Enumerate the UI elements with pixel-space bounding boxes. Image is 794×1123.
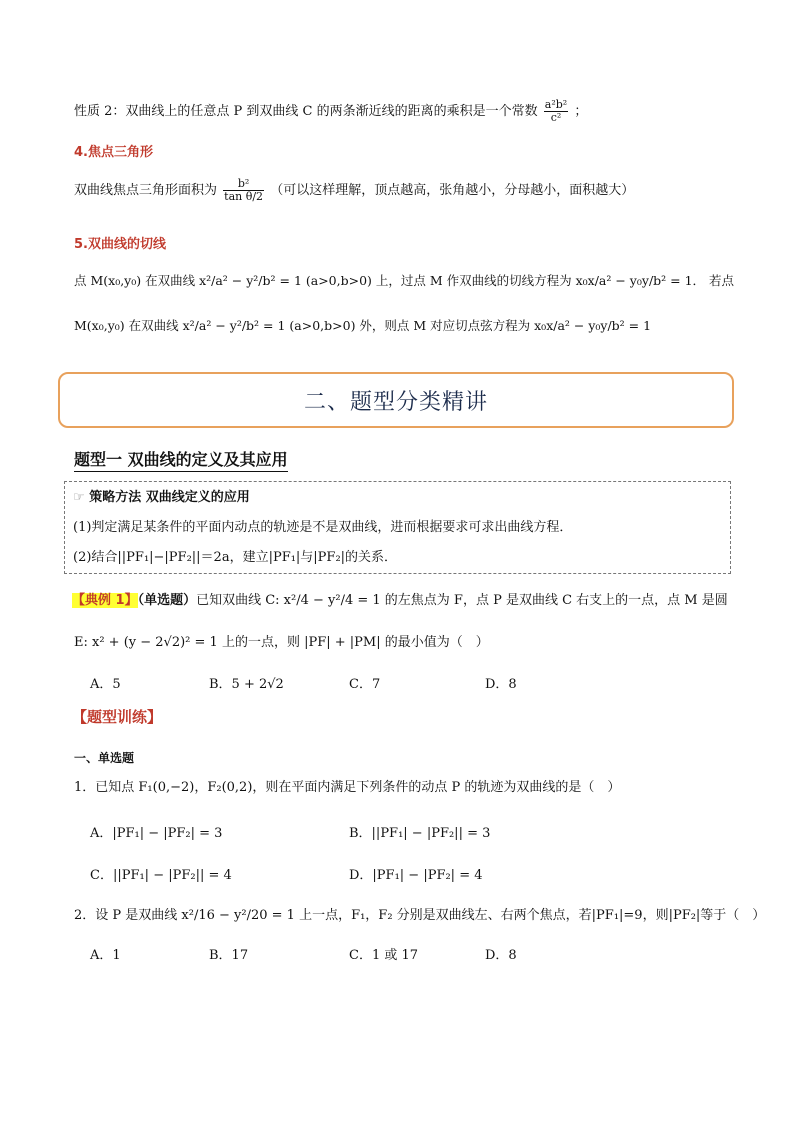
section-4-line bbox=[74, 178, 634, 203]
question-1-option-a: A．|PF₁| − |PF₂| = 3 bbox=[90, 826, 223, 841]
pointing-hand-icon: ☞ bbox=[73, 490, 85, 505]
fraction-numerator: a²b² bbox=[544, 98, 568, 111]
training-title: 【题型训练】 bbox=[72, 708, 163, 726]
question-1-option-d: D．|PF₁| − |PF₂| = 4 bbox=[349, 868, 483, 883]
example-1-type: （单选题） bbox=[137, 593, 197, 608]
fraction-numerator: b² bbox=[223, 178, 264, 191]
strategy-box bbox=[64, 481, 731, 574]
training-section: 一、单选题 bbox=[74, 751, 135, 765]
banner-title: 二、题型分类精讲 bbox=[303, 389, 488, 415]
fraction-denominator: tan θ/2 bbox=[224, 190, 264, 203]
question-2-option-a: A．1 bbox=[90, 948, 121, 963]
question-1-option-b: B．||PF₁| − |PF₂|| = 3 bbox=[349, 826, 491, 841]
strategy-title-row bbox=[73, 486, 250, 505]
strategy-item-2: (2)结合||PF₁|−|PF₂||＝2a，建立|PF₁|与|PF₂|的关系． bbox=[73, 550, 398, 565]
section-4-fraction bbox=[223, 178, 264, 203]
example-1-line-2: E: x² + (y − 2√2)² = 1 上的一点，则 |PF| + |PM| 的最小值为（ ） bbox=[74, 635, 489, 650]
section-4-heading: 4.焦点三角形 bbox=[74, 145, 153, 160]
question-2-option-b: B．17 bbox=[209, 948, 249, 963]
property-2-fraction bbox=[544, 99, 568, 124]
property-2-text: 性质 2：双曲线上的任意点 P 到双曲线 C 的两条渐近线的距离的乘积是一个常数 bbox=[74, 104, 538, 119]
section-4-suffix: （可以这样理解，顶点越高，张角越小，分母越小，面积越大） bbox=[270, 183, 635, 198]
example-1-option-a: A．5 bbox=[90, 677, 121, 692]
property-2-line bbox=[74, 99, 587, 124]
section-5-line-1: 点 M(x₀,y₀) 在双曲线 x²/a² − y²/b² = 1 (a>0,b>0) 上，过点 M 作双曲线的切线方程为 x₀x/a² − y₀y/b² = 1． 若点 bbox=[74, 273, 735, 288]
question-1-option-c: C．||PF₁| − |PF₂|| = 4 bbox=[90, 868, 232, 883]
section-4-prefix: 双曲线焦点三角形面积为 bbox=[74, 183, 218, 198]
example-1-option-d: D．8 bbox=[485, 677, 517, 692]
strategy-title: 策略方法 双曲线定义的应用 bbox=[89, 490, 250, 505]
example-1-line-1 bbox=[72, 591, 728, 611]
fraction-denominator: c² bbox=[550, 111, 562, 124]
property-2-end: ； bbox=[574, 104, 588, 119]
section-5-heading: 5.双曲线的切线 bbox=[74, 237, 166, 252]
type-1-title: 题型一 双曲线的定义及其应用 bbox=[74, 447, 288, 472]
example-1-option-b: B．5 + 2√2 bbox=[209, 677, 284, 692]
example-1-tag: 【典例 1】 bbox=[72, 593, 138, 608]
question-2-stem: 2．设 P 是双曲线 x²/16 − y²/20 = 1 上一点，F₁，F₂ 分别是双曲线左、右两个焦点，若|PF₁|=9，则|PF₂|等于（ ） bbox=[74, 908, 766, 923]
question-1-stem: 1．已知点 F₁(0,−2)，F₂(0,2)，则在平面内满足下列条件的动点 P 的轨迹为双曲线的是（ ） bbox=[74, 780, 621, 795]
section-banner bbox=[58, 372, 734, 428]
question-2-option-d: D．8 bbox=[485, 948, 517, 963]
example-1-option-c: C．7 bbox=[349, 677, 381, 692]
question-2-option-c: C．1 或 17 bbox=[349, 948, 419, 963]
section-5-line-2: M(x₀,y₀) 在双曲线 x²/a² − y²/b² = 1 (a>0,b>0) 外，则点 M 对应切点弦方程为 x₀x/a² − y₀y/b² = 1 bbox=[74, 318, 652, 333]
strategy-item-1: (1)判定满足某条件的平面内动点的轨迹是不是双曲线，进而根据要求可求出曲线方程． bbox=[73, 520, 573, 535]
example-1-stem-1: 已知双曲线 C: x²/4 − y²/4 = 1 的左焦点为 F，点 P 是双曲线 C 右支上的一点，点 M 是圆 bbox=[196, 593, 728, 608]
